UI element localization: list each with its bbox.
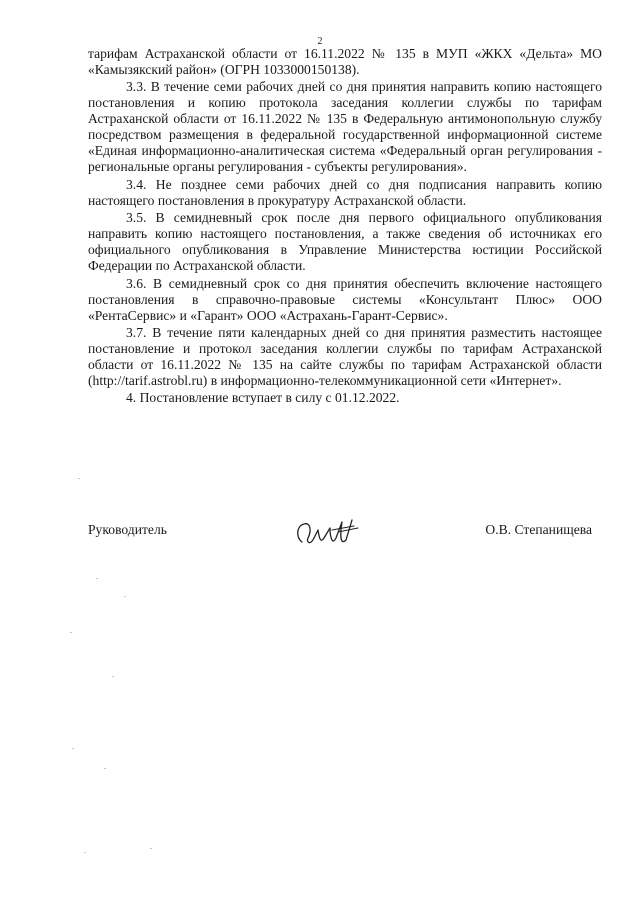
- scan-speck: [124, 596, 126, 597]
- paragraph-3-4: 3.4. Не позднее семи рабочих дней со дня подписания направить копию настоящего постановления в прокуратуру Астраханской области.: [88, 176, 602, 208]
- paragraph-3-7: 3.7. В течение пяти календарных дней со дня принятия разместить настоящее постановление и протокол заседания коллегии службы по тарифам Астраханской области от 16.11.2022 № 135 на сайте службы по тарифам Астраханской области (http://tarif.astrobl.ru) в информационно-телекоммуникационной сети «Интернет».: [88, 324, 602, 388]
- paragraph-3-3: 3.3. В течение семи рабочих дней со дня принятия направить копию настоящего постановления и копию протокола заседания коллегии службы по тарифам Астраханской области от 16.11.2022 № 135 в Федеральную антимонопольную службу посредством размещения в федеральной государственной информационной системе «Единая информационно-аналитическая система «Федеральный орган регулирования - региональные органы регулирования - субъекты регулирования».: [88, 79, 602, 175]
- scan-speck: [96, 578, 98, 579]
- signatory-title: Руководитель: [88, 522, 167, 537]
- paragraph-continuation: тарифам Астраханской области от 16.11.2022 № 135 в МУП «ЖКХ «Дельта» МО «Камызякский район» (ОГРН 1033000150138).: [88, 46, 602, 77]
- paragraph-4: 4. Постановление вступает в силу с 01.12.2022.: [126, 390, 400, 406]
- scan-speck: [78, 478, 80, 479]
- scan-speck: [150, 848, 152, 849]
- paragraph-3-6: 3.6. В семидневный срок со дня принятия обеспечить включение настоящего постановления в справочно-правовые системы «Консультант Плюс» ООО «РентаСервис» и «Гарант» ООО «Астрахань-Гарант-Сервис».: [88, 275, 602, 323]
- handwritten-signature: [288, 512, 368, 556]
- signatory-name: О.В. Степанищева: [485, 522, 592, 537]
- document-body: [88, 46, 602, 408]
- scan-speck: [84, 852, 86, 853]
- signature-block: [88, 512, 602, 562]
- scan-speck: [72, 748, 74, 749]
- scan-speck: [112, 676, 114, 677]
- page-number: 2: [317, 36, 323, 47]
- scan-speck: [104, 768, 106, 769]
- scan-speck: [70, 632, 72, 633]
- paragraph-3-5: 3.5. В семидневный срок после дня первого официального опубликования направить копию настоящего постановления, а также сведения об источниках его официального опубликования в Управление Министерства юстиции Российской Федерации по Астраханской области.: [88, 210, 602, 274]
